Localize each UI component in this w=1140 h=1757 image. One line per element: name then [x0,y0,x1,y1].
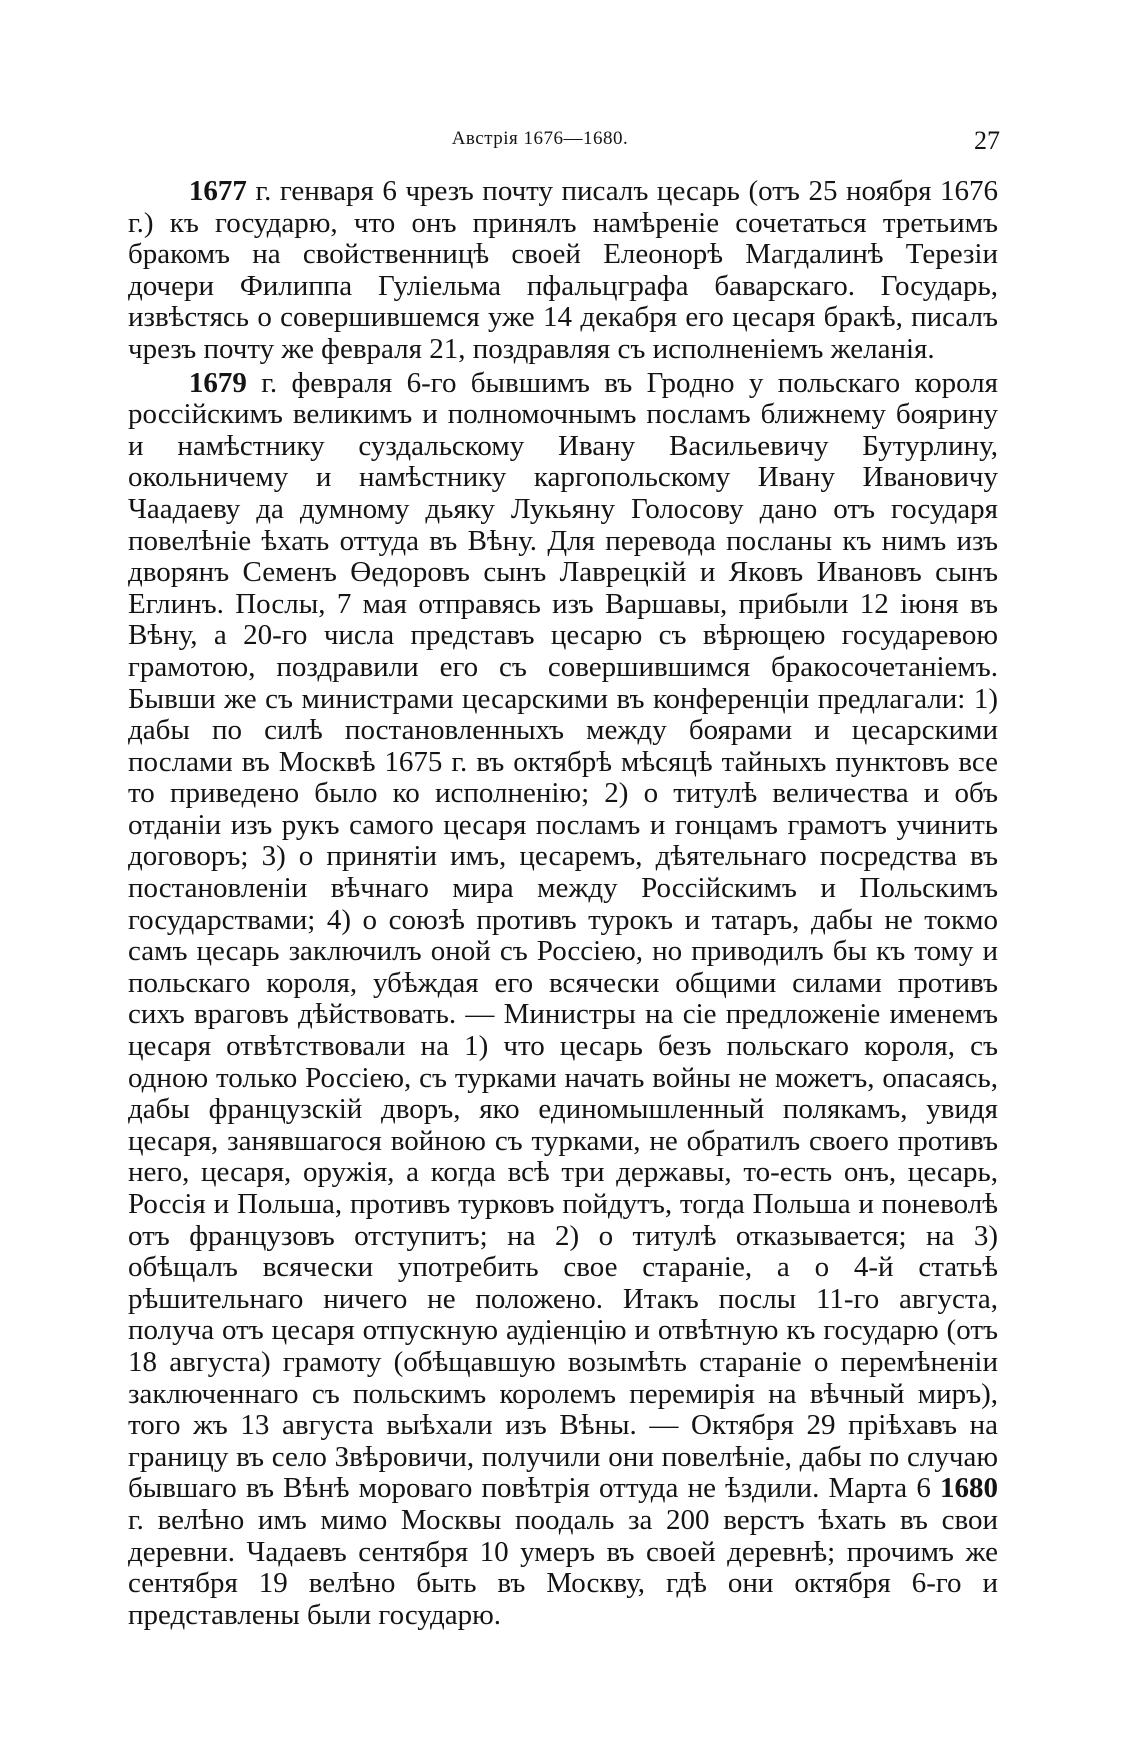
paragraph-1679 [128,368,998,1632]
paragraph-1677 [128,176,998,366]
paragraph-text-continued: г. велѣно имъ мимо Москвы поодаль за 200 верстъ ѣхать въ свои деревни. Чадаевъ сентября 10 умеръ въ своей деревнѣ; прочимъ же сентября 19 велѣно быть въ Москву, гдѣ они октября 6-го и представлены были государю. [128,1503,998,1631]
year-marker-inline: 1680 [940,1472,998,1505]
page-number: 27 [974,126,1000,155]
running-title: Австрія 1676—1680. [451,128,629,149]
body-text [128,176,998,1631]
page-header [0,126,1140,156]
year-marker: 1679 [188,366,247,399]
paragraph-text: г. генваря 6 чрезъ почту писалъ цесарь (отъ 25 ноября 1676 г.) къ государю, что онъ принялъ намѣреніе сочетаться третьимъ бракомъ на свойственницѣ своей Елеонорѣ Магдалинѣ Терезіи дочери Филиппа Гуліельма пфальцграфа баварскаго. Государь, извѣстясь о совершившемся уже 14 декабря его цесаря бракѣ, писалъ чрезъ почту же февраля 21, поздравляя съ исполненіемъ желанія. [128,175,998,365]
year-marker: 1677 [188,175,247,207]
paragraph-text: г. февраля 6-го бывшимъ въ Гродно у польскаго короля россійскимъ великимъ и полномочнымъ посламъ ближнему боярину и намѣстнику суздальскому Ивану Васильевичу Бутурлину, окольничему и намѣстнику каргопольскому Ивану Ивановичу Чаадаеву да думному дьяку Лукьяну Голосову дано отъ государя повелѣніе ѣхать оттуда въ Вѣну. Для перевода посланы къ нимъ изъ дворянъ Семенъ Өедоровъ сынъ Лаврецкій и Яковъ Ивановъ сынъ Еглинъ. Послы, 7 мая отправясь изъ Варшавы, прибыли 12 іюня въ Вѣну, а 20-го числа представъ цесарю съ вѣрющею государевою грамотою, поздравили его съ совершившимся бракосочетаніемъ. Бывши же съ министрами цесарскими въ конференціи предлагали: 1) дабы по силѣ постановленныхъ между боярами и цесарскими послами въ Москвѣ 1675 г. въ октябрѣ мѣсяцѣ тайныхъ пунктовъ все то приведено было ко исполненію; 2) о титулѣ величества и объ отданіи изъ рукъ самого цесаря посламъ и гонцамъ грамотъ учинить договоръ; 3) о принятіи имъ, цесаремъ, дѣятельнаго посредства въ постановленіи вѣчнаго мира между Россійскимъ и Польскимъ государствами; 4) о союзѣ противъ турокъ и татаръ, дабы не токмо самъ цесарь заключилъ оной съ Россіею, но приводилъ бы къ тому и польскаго короля, убѣждая его всячески общими силами противъ сихъ враговъ дѣйствовать. — Министры на сіе предложеніе именемъ цесаря отвѣтствовали на 1) что цесарь безъ польскаго короля, съ одною только Россіею, съ турками начать войны не можетъ, опасаясь, дабы французскій дворъ, яко единомышленный полякамъ, увидя цесаря, занявшагося войною съ турками, не обратилъ своего противъ него, цесаря, оружія, а когда всѣ три державы, то-есть онъ, цесарь, Россія и Польша, противъ турковъ пойдутъ, тогда Польша и поневолѣ отъ французовъ отступитъ; на 2) о титулѣ отказывается; на 3) обѣщалъ всячески употребить свое стараніе, а о 4-й статьѣ рѣшительнаго ничего не положено. Итакъ послы 11-го августа, получа отъ цесаря отпускную аудіенцію и отвѣтную къ государю (отъ 18 августа) грамоту (обѣщавшую возымѣть стараніе о перемѣненіи заключеннаго съ польскимъ королемъ перемирія на вѣчный миръ), того жъ 13 августа выѣхали изъ Вѣны. — Октября 29 пріѣхавъ на границу въ село Звѣровичи, получили они повелѣніе, дабы по случаю бывшаго въ Вѣнѣ мороваго повѣтрія оттуда не ѣздили. Марта 6 [128,366,998,1505]
